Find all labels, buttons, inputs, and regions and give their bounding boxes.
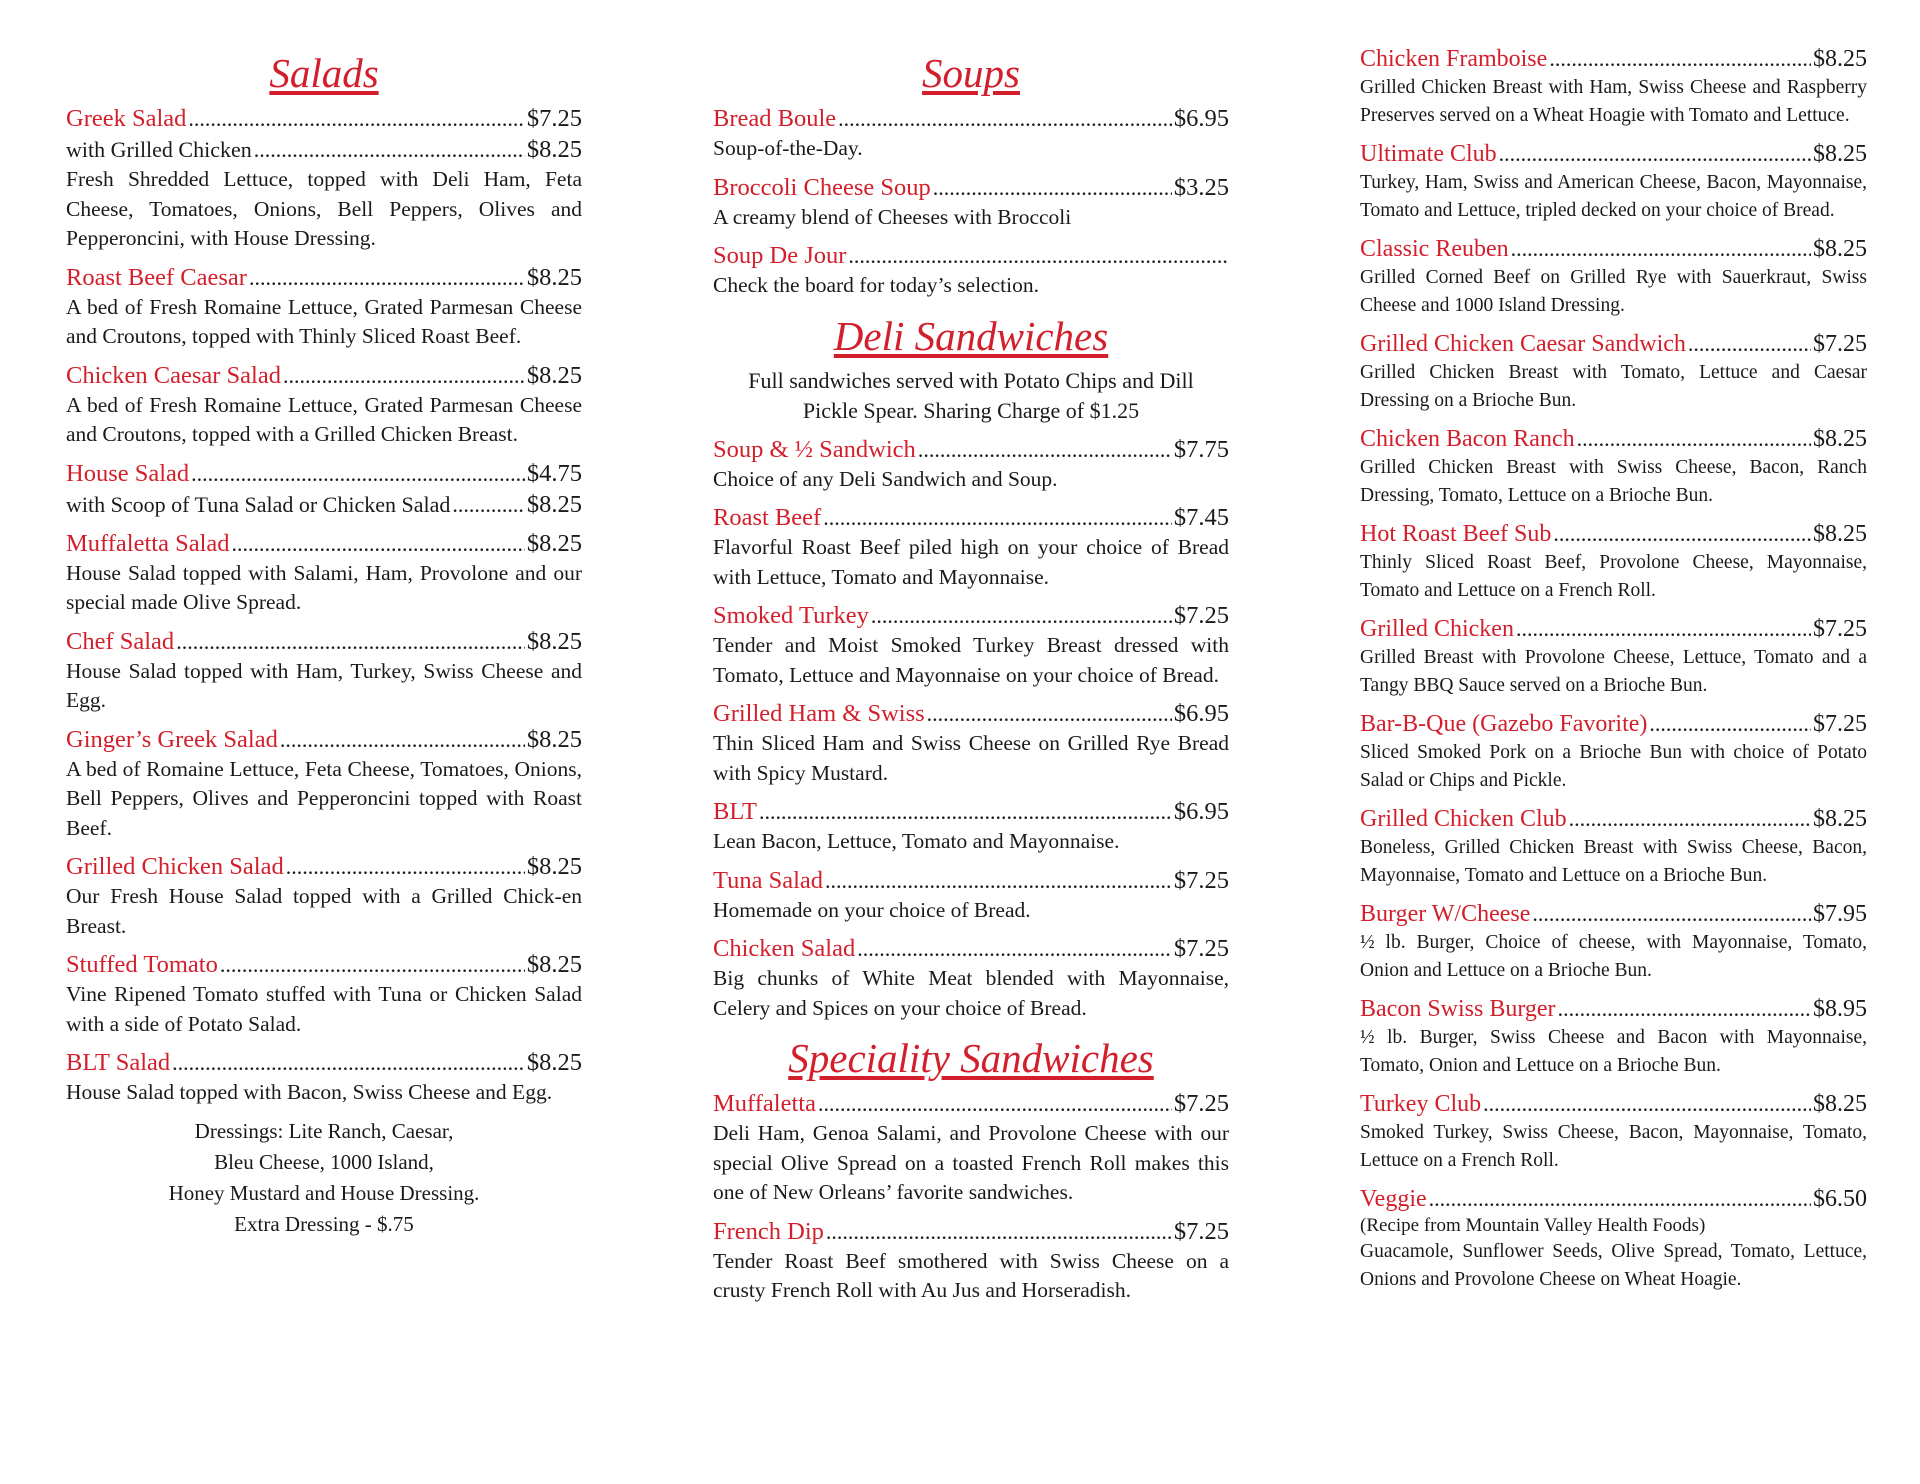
menu-item-line [66, 262, 582, 293]
menu-item-line [66, 1047, 582, 1078]
menu-item-description: Thinly Sliced Roast Beef, Provolone Cheese, Mayonnaise, Tomato and Lettuce on a French Roll. [1360, 552, 1867, 601]
menu-item-price: $8.25 [526, 361, 582, 389]
menu-item [66, 528, 582, 618]
menu-item-description: Grilled Chicken Breast with Swiss Cheese, Bacon, Ranch Dressing, Tomato, Lettuce on a Brioche Bun. [1360, 457, 1867, 506]
menu-item-line [713, 240, 1229, 271]
menu-item-description: Guacamole, Sunflower Seeds, Olive Spread, Tomato, Lettuce, Onions and Provolone Cheese on Wheat Hoagie. [1360, 1241, 1867, 1290]
menu-item-line [66, 489, 582, 520]
menu-item [66, 103, 582, 254]
menu-item-name: Chicken Framboise [1360, 46, 1548, 72]
dressings-line: Dressings: Lite Ranch, Caesar, [194, 1118, 454, 1143]
menu-item-name: Muffaletta Salad [66, 529, 230, 557]
menu-item-price: $6.95 [1173, 798, 1229, 826]
menu-item-description: Grilled Chicken Breast with Ham, Swiss Cheese and Raspberry Preserves served on a Wheat Hoagie with Tomato and Lettuce. [1360, 77, 1867, 126]
menu-item-name: Burger W/Cheese [1360, 901, 1531, 927]
menu-item-line [1360, 139, 1867, 169]
menu-item-line [1360, 709, 1867, 739]
menu-item-line [66, 360, 582, 391]
menu-item [713, 1088, 1229, 1208]
deli-list [713, 434, 1229, 1024]
menu-item-description: Flavorful Roast Beef piled high on your choice of Bread with Lettuce, Tomato and Mayonnaise. [713, 535, 1229, 589]
deli-title: Deli Sandwiches [833, 312, 1109, 359]
menu-item-price: $8.25 [526, 490, 582, 518]
menu-item-name: Turkey Club [1360, 1091, 1482, 1117]
menu-item-line [66, 528, 582, 559]
menu-item-price: $7.25 [1813, 616, 1867, 642]
dot-leader [254, 134, 525, 165]
menu-item-name: Smoked Turkey [713, 602, 869, 630]
dot-leader [918, 434, 1172, 465]
menu-item-name: Muffaletta [713, 1090, 816, 1118]
menu-item-description: Thin Sliced Ham and Swiss Cheese on Grilled Rye Bread with Spicy Mustard. [713, 731, 1229, 785]
menu-item [713, 933, 1229, 1023]
menu-item-line [1360, 424, 1867, 454]
menu-item [1360, 614, 1867, 700]
column-salads [66, 44, 582, 1240]
dot-leader [1569, 804, 1811, 834]
menu-item-description: Tender and Moist Smoked Turkey Breast dressed with Tomato, Lettuce and Mayonnaise on your choice of Bread. [713, 633, 1229, 687]
dot-leader [1516, 614, 1811, 644]
menu-item-description: House Salad topped with Salami, Ham, Provolone and our special made Olive Spread. [66, 560, 582, 615]
dressings-line: Extra Dressing - $.75 [234, 1211, 414, 1236]
dot-leader [871, 600, 1172, 631]
menu-item [1360, 424, 1867, 510]
menu-item-description: Tender Roast Beef smothered with Swiss Cheese on a crusty French Roll with Au Jus and Horseradish. [713, 1248, 1229, 1303]
menu-item-description: A bed of Fresh Romaine Lettuce, Grated Parmesan Cheese and Croutons, topped with Thinly Sliced Roast Beef. [66, 294, 582, 349]
menu-item-description: House Salad topped with Bacon, Swiss Cheese and Egg. [66, 1080, 553, 1105]
menu-item [1360, 329, 1867, 415]
menu-item [1360, 709, 1867, 795]
dot-leader [1549, 44, 1811, 74]
menu-item-price: $7.25 [1813, 711, 1867, 737]
menu-item [66, 1047, 582, 1108]
menu-item-price: $7.25 [526, 105, 582, 133]
menu-item-price: $7.25 [1173, 602, 1229, 630]
menu-item-price: $7.25 [1173, 1090, 1229, 1118]
dot-leader [1553, 519, 1811, 549]
menu-item [66, 851, 582, 941]
menu-item-line [1360, 1184, 1867, 1214]
menu-item-line [1360, 44, 1867, 74]
dot-leader [1649, 709, 1811, 739]
dot-leader [1688, 329, 1811, 359]
specialty-more-list [1360, 44, 1867, 1294]
menu-item [713, 103, 1229, 164]
menu-item-name: Grilled Chicken Salad [66, 853, 284, 881]
menu-item [1360, 1089, 1867, 1175]
menu-item-name: Grilled Chicken [1360, 616, 1514, 642]
menu-item [713, 172, 1229, 233]
menu-item-variant: with Scoop of Tuna Salad or Chicken Salad [66, 491, 451, 517]
menu-item-line [1360, 804, 1867, 834]
menu-item-line [713, 103, 1229, 134]
menu-item-line [1360, 234, 1867, 264]
menu-item-line [66, 458, 582, 489]
menu-item-name: Grilled Chicken Caesar Sandwich [1360, 331, 1686, 357]
dot-leader [933, 172, 1172, 203]
dot-leader [927, 698, 1172, 729]
menu-item-line [713, 172, 1229, 203]
menu-item-price: $8.25 [1813, 426, 1867, 452]
menu-item-name: House Salad [66, 459, 190, 487]
menu-item [1360, 1184, 1867, 1294]
menu-item [66, 949, 582, 1039]
menu-item-price: $8.25 [526, 951, 582, 979]
menu-item [713, 698, 1229, 788]
menu-item-description: A bed of Fresh Romaine Lettuce, Grated Parmesan Cheese and Croutons, topped with a Grilled Chicken Breast. [66, 392, 582, 447]
menu-item [66, 626, 582, 716]
specialty-list [713, 1088, 1229, 1306]
menu-item-name: Roast Beef Caesar [66, 263, 247, 291]
menu-item-line [66, 103, 582, 134]
menu-item-description: Soup-of-the-Day. [713, 136, 863, 161]
menu-item-line [1360, 614, 1867, 644]
menu-item-description: ½ lb. Burger, Choice of cheese, with Mayonnaise, Tomato, Onion and Lettuce on a Brioche Bun. [1360, 932, 1867, 981]
menu-item [713, 865, 1229, 926]
dot-leader [452, 489, 525, 520]
dot-leader [280, 724, 525, 755]
menu-item-price: $7.45 [1173, 504, 1229, 532]
menu-item-price: $6.50 [1813, 1186, 1867, 1212]
dot-leader [1511, 234, 1811, 264]
menu-item-name: Bacon Swiss Burger [1360, 996, 1556, 1022]
menu-item-price: $7.25 [1173, 866, 1229, 894]
menu-item-price: $8.25 [526, 1049, 582, 1077]
dot-leader [838, 103, 1172, 134]
menu-item-name: Grilled Chicken Club [1360, 806, 1567, 832]
menu-item-description: Big chunks of White Meat blended with Mayonnaise, Celery and Spices on your choice of Bread. [713, 966, 1229, 1020]
dot-leader [818, 1088, 1172, 1119]
dot-leader [823, 502, 1172, 533]
dot-leader [249, 262, 525, 293]
dot-leader [1429, 1184, 1811, 1214]
dot-leader [857, 933, 1172, 964]
salads-title: Salads [269, 50, 379, 96]
menu-item-name: BLT Salad [66, 1049, 171, 1077]
menu-item-name: BLT [713, 798, 758, 826]
menu-item-price: $8.95 [1813, 996, 1867, 1022]
menu-item-price: $8.25 [1813, 1091, 1867, 1117]
dot-leader [191, 458, 525, 489]
menu-item-description: Choice of any Deli Sandwich and Soup. [713, 466, 1058, 491]
menu-item-description: Grilled Chicken Breast with Tomato, Lettuce and Caesar Dressing on a Brioche Bun. [1360, 362, 1867, 411]
menu-item-price: $7.95 [1813, 901, 1867, 927]
dot-leader [1577, 424, 1811, 454]
menu-item [66, 262, 582, 352]
menu-item-name: Ginger’s Greek Salad [66, 725, 278, 753]
dot-leader [176, 626, 525, 657]
menu-item-name: Bar-B-Que (Gazebo Favorite) [1360, 711, 1648, 737]
dot-leader [188, 103, 524, 134]
menu-item-description: Boneless, Grilled Chicken Breast with Swiss Cheese, Bacon, Mayonnaise, Tomato and Lettuce on a Brioche Bun. [1360, 837, 1867, 886]
dressings-note [66, 1116, 582, 1240]
specialty-title: Speciality Sandwiches [788, 1035, 1154, 1082]
menu-item-line [1360, 519, 1867, 549]
soups-list [713, 103, 1229, 301]
menu-item-name: Ultimate Club [1360, 141, 1497, 167]
menu-item-price: $3.25 [1173, 173, 1229, 201]
menu-item-line [713, 600, 1229, 631]
menu-item-line [66, 724, 582, 755]
menu-item-name: Veggie [1360, 1186, 1427, 1212]
menu-item-line [713, 1216, 1229, 1247]
dot-leader [759, 796, 1172, 827]
menu-item [713, 796, 1229, 857]
menu-item-description: Check the board for today’s selection. [713, 273, 1039, 298]
menu-item [1360, 994, 1867, 1080]
menu-item-line [713, 502, 1229, 533]
menu-item-line [1360, 899, 1867, 929]
menu-item-line [66, 949, 582, 980]
salads-list [66, 103, 582, 1108]
menu-item-description: Turkey, Ham, Swiss and American Cheese, Bacon, Mayonnaise, Tomato and Lettuce, tripled decked on your choice of Bread. [1360, 172, 1867, 221]
menu-item-line [713, 796, 1229, 827]
menu-item-name: Roast Beef [713, 504, 822, 532]
menu-item-price: $7.25 [1173, 935, 1229, 963]
menu-item-price: $8.25 [1813, 806, 1867, 832]
menu-item [1360, 44, 1867, 130]
menu-item-price: $7.25 [1173, 1217, 1229, 1245]
menu-item-description: ½ lb. Burger, Swiss Cheese and Bacon with Mayonnaise, Tomato, Onion and Lettuce on a Brioche Bun. [1360, 1027, 1867, 1076]
menu-item-price: $8.25 [1813, 236, 1867, 262]
dot-leader [1499, 139, 1811, 169]
dot-leader [220, 949, 525, 980]
dot-leader [848, 240, 1227, 271]
menu-item-name: Soup & ½ Sandwich [713, 435, 916, 463]
dot-leader [1483, 1089, 1811, 1119]
menu-item [66, 724, 582, 844]
menu-item-price: $4.75 [526, 459, 582, 487]
menu-item-line [1360, 329, 1867, 359]
dot-leader [826, 1216, 1172, 1247]
menu-item [1360, 234, 1867, 320]
menu-item-name: Chicken Bacon Ranch [1360, 426, 1575, 452]
dressings-line: Honey Mustard and House Dressing. [168, 1180, 480, 1205]
dressings-line: Bleu Cheese, 1000 Island, [214, 1149, 434, 1174]
menu-item-line [66, 626, 582, 657]
menu-item-description: Our Fresh House Salad topped with a Grilled Chick-en Breast. [66, 884, 582, 938]
menu-item-name: Chef Salad [66, 627, 175, 655]
menu-item [1360, 139, 1867, 225]
menu-item-price: $8.25 [526, 725, 582, 753]
menu-item-price: $8.25 [1813, 141, 1867, 167]
menu-item-price: $8.25 [526, 263, 582, 291]
menu-item-description: A bed of Romaine Lettuce, Feta Cheese, Tomatoes, Onions, Bell Peppers, Olives and Pepperoncini topped with Roast Beef. [66, 756, 582, 840]
menu-item-description: A creamy blend of Cheeses with Broccoli [713, 204, 1072, 229]
menu-item-name: Classic Reuben [1360, 236, 1509, 262]
menu-item-price: $8.25 [526, 627, 582, 655]
menu-item-line [713, 933, 1229, 964]
menu-item [1360, 519, 1867, 605]
soups-title: Soups [922, 50, 1020, 96]
menu-item-name: Bread Boule [713, 105, 837, 133]
menu-item-line [713, 698, 1229, 729]
dot-leader [283, 360, 525, 391]
menu-item-description: Deli Ham, Genoa Salami, and Provolone Cheese with our special Olive Spread on a toasted French Roll makes this one of New Orleans’ favorite sandwiches. [713, 1121, 1229, 1205]
menu-item-description: Sliced Smoked Pork on a Brioche Bun with choice of Potato Salad or Chips and Pickle. [1360, 742, 1867, 791]
dot-leader [172, 1047, 525, 1078]
menu-item-note: (Recipe from Mountain Valley Health Foods) [1360, 1215, 1706, 1236]
menu-item-line [1360, 1089, 1867, 1119]
menu-item-price: $8.25 [1813, 46, 1867, 72]
menu-item-variant: with Grilled Chicken [66, 137, 252, 163]
menu-item-line [66, 851, 582, 882]
menu-item-line [713, 1088, 1229, 1119]
menu-item-name: Chicken Caesar Salad [66, 361, 281, 389]
column-soups-deli [713, 44, 1229, 1314]
menu-item [1360, 804, 1867, 890]
dot-leader [1558, 994, 1811, 1024]
menu-item-price: $7.75 [1173, 435, 1229, 463]
menu-item [713, 600, 1229, 690]
menu-item [713, 434, 1229, 495]
menu-item-description: Grilled Corned Beef on Grilled Rye with Sauerkraut, Swiss Cheese and 1000 Island Dressing. [1360, 267, 1867, 316]
menu-item-price: $7.25 [1813, 331, 1867, 357]
menu-item-line [713, 865, 1229, 896]
dot-leader [825, 865, 1172, 896]
menu-item-name: Chicken Salad [713, 935, 856, 963]
menu-item [713, 240, 1229, 301]
menu-item-line [66, 134, 582, 165]
dot-leader [1532, 899, 1811, 929]
menu-item-price: $8.25 [1813, 521, 1867, 547]
menu-item-name: Grilled Ham & Swiss [713, 700, 925, 728]
menu-item-description: Lean Bacon, Lettuce, Tomato and Mayonnaise. [713, 829, 1120, 854]
menu-item-name: Tuna Salad [713, 866, 824, 894]
menu-item [1360, 899, 1867, 985]
menu-item-description: Fresh Shredded Lettuce, topped with Deli Ham, Feta Cheese, Tomatoes, Onions, Bell Peppers, Olives and Pepperoncini, with House Dressing. [66, 167, 582, 251]
menu-item-description: Grilled Breast with Provolone Cheese, Lettuce, Tomato and a Tangy BBQ Sauce served on a Brioche Bun. [1360, 647, 1867, 696]
menu-item-name: Hot Roast Beef Sub [1360, 521, 1552, 547]
menu-item [713, 502, 1229, 592]
menu-item-price: $8.25 [526, 529, 582, 557]
menu-item-name: Stuffed Tomato [66, 951, 218, 979]
menu-item-description: Homemade on your choice of Bread. [713, 897, 1031, 922]
menu-item-name: Broccoli Cheese Soup [713, 173, 931, 201]
menu-item-name: Greek Salad [66, 105, 187, 133]
dot-leader [232, 528, 525, 559]
deli-intro: Full sandwiches served with Potato Chips and Dill Pickle Spear. Sharing Charge of $1.25 [748, 367, 1194, 423]
menu-item [713, 1216, 1229, 1306]
menu-item-name: French Dip [713, 1217, 824, 1245]
menu-item-name: Soup De Jour [713, 242, 847, 270]
menu-item-price: $6.95 [1173, 700, 1229, 728]
menu-item-price: $8.25 [526, 853, 582, 881]
menu-item-price: $6.95 [1173, 105, 1229, 133]
menu-item-price: $8.25 [526, 136, 582, 164]
menu-item-description: House Salad topped with Ham, Turkey, Swiss Cheese and Egg. [66, 658, 582, 713]
menu-item [66, 360, 582, 450]
menu-item-line [713, 434, 1229, 465]
column-specialty-more [1360, 44, 1867, 1303]
dot-leader [286, 851, 525, 882]
menu-item-description: Vine Ripened Tomato stuffed with Tuna or Chicken Salad with a side of Potato Salad. [66, 982, 582, 1036]
menu-item [66, 458, 582, 520]
menu-item-description: Smoked Turkey, Swiss Cheese, Bacon, Mayonnaise, Tomato, Lettuce on a French Roll. [1360, 1122, 1867, 1171]
menu-item-line [1360, 994, 1867, 1024]
